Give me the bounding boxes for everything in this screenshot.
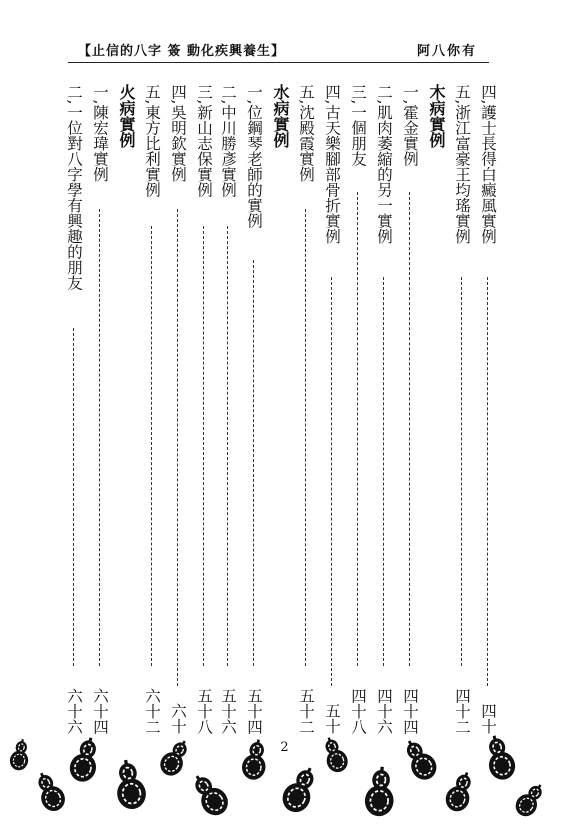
toc-entry[interactable] [90, 84, 110, 734]
entry-title: 二,一位對八字學有興趣的朋友 [65, 84, 83, 291]
entry-title: 五,浙江富豪王均瑤實例 [453, 84, 471, 244]
entry-title: 一,霍金實例 [401, 84, 419, 167]
dot-leader [99, 209, 100, 666]
dot-leader [461, 277, 462, 666]
dot-leader [253, 260, 254, 666]
gourd-icon [398, 735, 441, 784]
entry-page-number: 六十六 [65, 687, 83, 734]
toc-entry[interactable] [374, 84, 394, 734]
entry-title: 五,東方比利實例 [143, 84, 161, 198]
toc-entry[interactable] [452, 84, 472, 734]
gourd-icon [67, 734, 104, 784]
running-header [78, 40, 477, 60]
toc-entry[interactable] [168, 84, 188, 734]
section-title: 火病實例 [117, 84, 136, 148]
toc-entry[interactable] [478, 84, 498, 734]
gourd-icon [364, 766, 397, 818]
toc-entry[interactable] [348, 84, 368, 734]
dot-leader [151, 226, 152, 666]
entry-title: 四,護士長得白癜風實例 [479, 84, 497, 244]
entry-title: 五,沈殿霞實例 [297, 84, 315, 182]
dot-leader [357, 192, 358, 666]
gourd-icon [278, 762, 323, 816]
gourd-icon [319, 734, 351, 775]
toc-section-heading [270, 84, 290, 734]
entry-title: 二,中川勝彥實例 [219, 84, 237, 198]
author-name: 阿八你有 [416, 44, 477, 59]
toc-entry[interactable] [322, 84, 342, 734]
gourd-icon [442, 769, 478, 815]
gourd-icon [511, 779, 549, 820]
dot-leader [73, 328, 74, 666]
entry-page-number: 六十 [169, 703, 187, 734]
entry-page-number: 五十六 [219, 687, 237, 734]
entry-page-number: 五十八 [195, 687, 213, 734]
dot-leader [203, 226, 204, 666]
gourd-icon [8, 738, 31, 772]
gourd-decoration [0, 730, 569, 828]
book-title: 【止信的八字 簽 動化疾興養生】 [78, 44, 286, 59]
dot-leader [331, 277, 332, 686]
dot-leader [487, 277, 488, 686]
entry-page-number: 四十六 [375, 687, 393, 734]
gourd-icon [481, 732, 518, 782]
section-title: 木病實例 [427, 84, 446, 148]
entry-title: 二,肌肉萎縮的另一實例 [375, 84, 393, 244]
section-title: 水病實例 [271, 84, 290, 148]
entry-page-number: 五十二 [297, 687, 315, 734]
gourd-icon [240, 738, 270, 782]
entry-page-number: 五十四 [245, 687, 263, 734]
entry-page-number: 四十八 [349, 687, 367, 734]
entry-title: 三,新山志保實例 [195, 84, 213, 198]
dot-leader [227, 226, 228, 666]
toc-entry[interactable] [64, 84, 84, 734]
entry-title: 三,一個朋友 [349, 84, 367, 167]
entry-page-number: 五十 [323, 703, 341, 734]
toc-entry[interactable] [296, 84, 316, 734]
toc-section-heading [426, 84, 446, 734]
entry-title: 一,陳宏瑋實例 [91, 84, 109, 182]
header-rule [68, 62, 489, 63]
dot-leader [177, 209, 178, 686]
page-number: 2 [280, 740, 289, 755]
dot-leader [305, 209, 306, 666]
entry-page-number: 六十二 [143, 687, 161, 734]
gourd-icon [186, 769, 233, 821]
entry-page-number: 四十四 [401, 687, 419, 734]
gourd-icon [112, 758, 149, 812]
toc-entry[interactable] [194, 84, 214, 734]
toc-entry[interactable] [142, 84, 162, 734]
toc-entry[interactable] [400, 84, 420, 734]
toc-section-heading [116, 84, 136, 734]
entry-page-number: 六十四 [91, 687, 109, 734]
dot-leader [383, 277, 384, 666]
toc-entry[interactable] [244, 84, 264, 734]
dot-leader [409, 192, 410, 666]
entry-title: 四,古天樂腳部骨折實例 [323, 84, 341, 244]
entry-title: 一,位鋼琴老師的實例 [245, 84, 263, 229]
gourd-icon [31, 768, 69, 815]
gourd-icon [156, 736, 194, 780]
toc-entry[interactable] [218, 84, 238, 734]
entry-title: 四,吳明欽實例 [169, 84, 187, 182]
entry-page-number: 四十 [479, 703, 497, 734]
entry-page-number: 四十二 [453, 687, 471, 734]
